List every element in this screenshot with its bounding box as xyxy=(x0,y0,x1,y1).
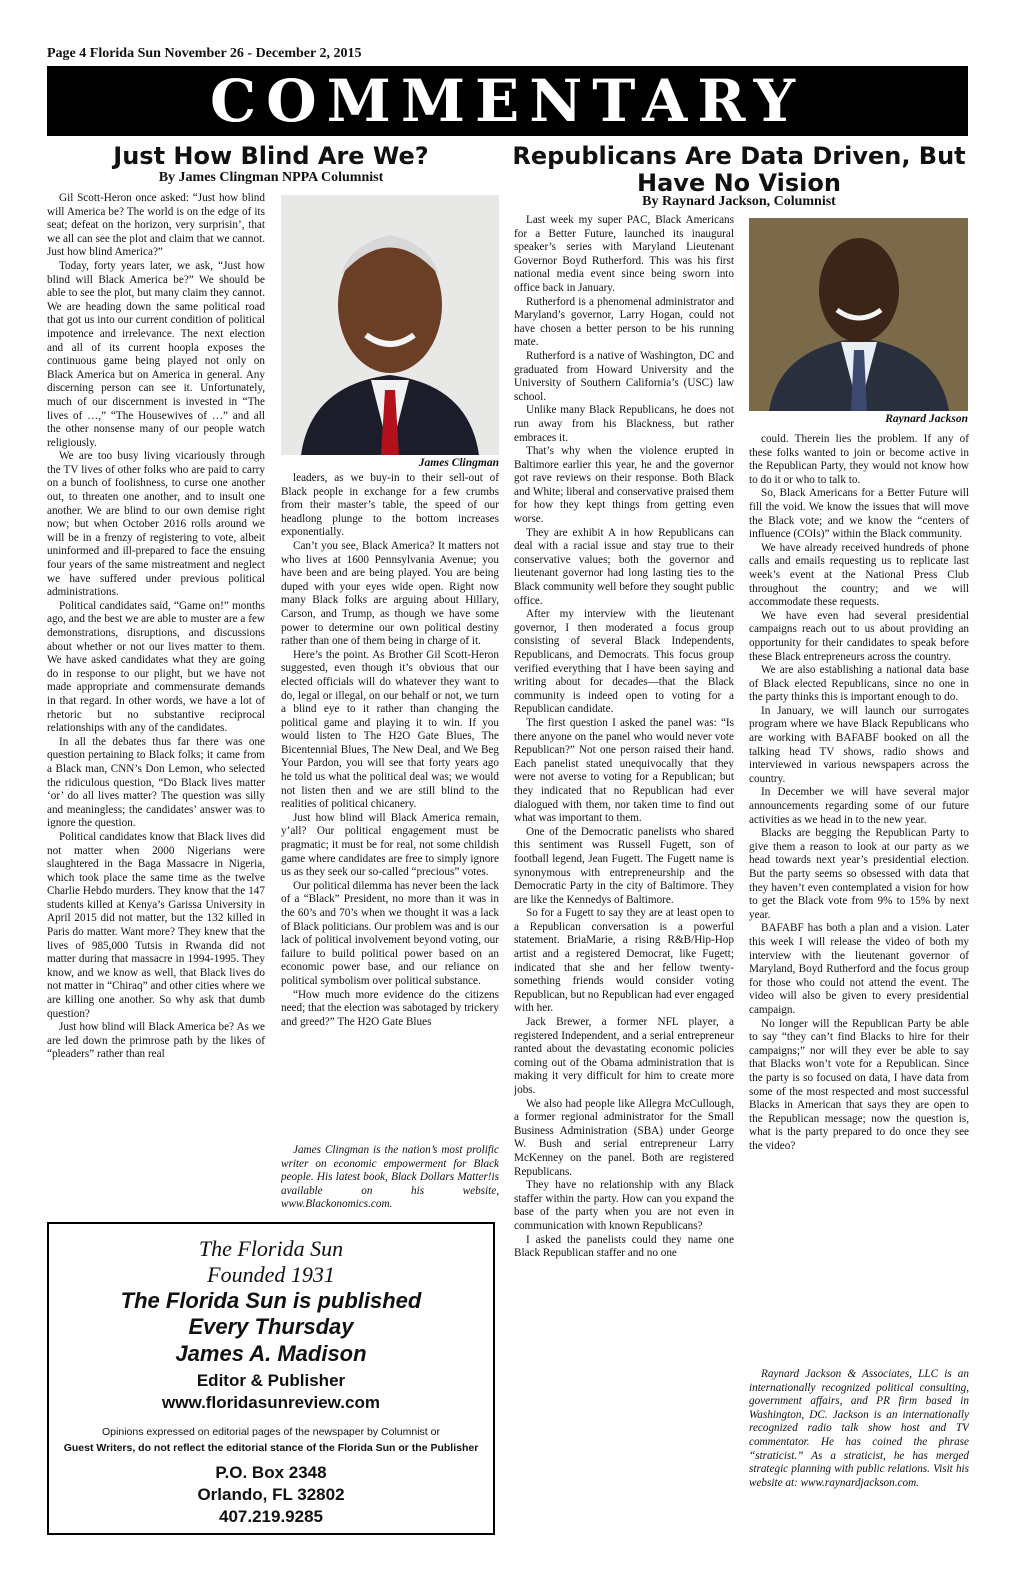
paragraph: Rutherford is a phenomenal administrator and Maryland’s governor, Larry Hogan, could not have chosen a better person to be his running mate. xyxy=(514,295,734,349)
paragraph: In all the debates thus far there was one question pertaining to Black folks; it came from a Black man, CNN’s Don Lemon, who selected the ridiculous question, “Do Black lives matter ‘or’ do all lives matter? The question was silly and meaningless; the candidates’ answer was to ignore the question. xyxy=(47,735,265,830)
right-article-col2 xyxy=(749,433,969,1213)
paragraph: leaders, as we buy-in to their sell-out of Black people in exchange for a few crumbs from their master’s table, the speed of our headlong plunge to the bottom increases exponentially. xyxy=(281,472,499,539)
paragraph: Political candidates said, “Game on!” months ago, and the best we are able to muster are a few demonstrations, disruptions, and discussions about whether or not our lives matter to them. We have asked candidates what they are going do in response to our plight, but we have not made appropriate and commensurate demands in that regard. In other words, we have a lot of rhetoric but no substantive reciprocal relationships with any of the candidates. xyxy=(47,599,265,735)
paragraph: Unlike many Black Republicans, he does not run away from his Blackness, but rather embraces it. xyxy=(514,404,734,444)
left-byline: By James Clingman NPPA Columnist xyxy=(158,170,384,185)
paragraph: We are too busy living vicariously through the TV lives of other folks who are paid to carry on a bunch of foolishness, to curse one another out, to threaten one another, and to insult one another. We are blind to our own demise right now; but when October 2016 rolls around we will be in a frenzy of registering to vote, albeit uninformed and ill-prepared to face the ensuing four years of the same mistreatment and neglect we have suffered under previous political administrations. xyxy=(47,450,265,599)
paragraph: Today, forty years later, we ask, “Just how blind will Black America be?” We should be able to see the plot, but many claim they cannot. We are heading down the same political road that got us into our current condition of political impotence and irrelevance. The next election and all of its current hoopla exposes the continuous game being played not only on Black America but on America in general. Any discerning person can see it. Unfortunately, much of our discernment is invested in “The lives of …,” “The Housewives of …” and all the other nonsense many of our people watch religiously. xyxy=(47,259,265,449)
paragraph: In January, we will launch our surrogates program where we have Black Republicans who are working with BAFABF booked on all the talking head TV shows, radio shows and interviewed in various newspapers across the country. xyxy=(749,704,969,785)
jackson-photo xyxy=(749,218,968,411)
paragraph: In December we will have several major announcements regarding some of our future activities as we head in to the new year. xyxy=(749,786,969,826)
paragraph: Here’s the point. As Brother Gil Scott-Heron suggested, even though it’s obvious that our elected officials will do whatever they want to do, legal or illegal, on our behalf or not, we turn a blind eye to it rather than changing the political game and playing it to win. If you would listen to The H2O Gate Blues, The Bicentennial Blues, The New Deal, and We Beg Your Pardon, you will see that forty years ago he told us what the political deal was; we would not listen then and we are still blind to the realities of political chicanery. xyxy=(281,648,499,811)
jackson-bio xyxy=(749,1368,969,1558)
paragraph: The first question I asked the panel was: “Is there anyone on the panel who would never vote Republican?” Not one person raised their hand. Each panelist stated unequivocally that they were not averse to voting for a Republican; but they indicated that no Republican had ever dialogued with them, nor taken time to find out what was important to them. xyxy=(514,716,734,825)
paragraph: Can’t you see, Black America? It matters not who lives at 1600 Pennsylvania Avenue; you have been and are being played. You are being duped with your eyes wide open. Right now many Black folks are arguing about Hillary, Carson, and Trump, as though we have some power to determine our own political destiny rather than one of them being in charge of it. xyxy=(281,539,499,648)
paragraph: We are also establishing a national data base of Black elected Republicans, since no one in the party thinks this is important enough to do. xyxy=(749,664,969,704)
bio-text: Raynard Jackson & Associates, LLC is an internationally recognized political consulting, government affairs, and PR firm based in Washington, DC. Jackson is an internationally recognized radio talk show host and TV commentator. He has coined the phrase “straticist.” As a straticist, he has merged strategic planning with public relations. Visit his website at: www.raynardjackson.com. xyxy=(749,1368,969,1489)
paragraph: Gil Scott-Heron once asked: “Just how blind will America be? The world is on the edge of its seat; defeat on the horizon, very surprisin’, that we all can see the plot and claim that we cannot. Just how blind America?” xyxy=(47,192,265,259)
paragraph: “How much more evidence do the citizens need; that the election was sabotaged by trickery and greed?” The H2O Gate Blues xyxy=(281,988,499,1028)
jackson-caption: Raynard Jackson xyxy=(885,413,968,425)
paragraph: We also had people like Allegra McCullough, a former regional administrator for the Small Business Administration (SBA) under George W. Bush and serial entrepreneur Larry McKenney on the panel. Both are registered Republicans. xyxy=(514,1097,734,1178)
masthead-published-line2: Every Thursday xyxy=(188,1314,354,1339)
masthead-note-line2: Guest Writers, do not reflect the editorial stance of the Florida Sun or the Publisher xyxy=(63,1442,479,1454)
paragraph: Just how blind will Black America be? As we are led down the primrose path by the likes of “pleaders” rather than real xyxy=(47,1021,265,1061)
masthead-role: Editor & Publisher xyxy=(196,1371,346,1390)
masthead-po-box: P.O. Box 2348 xyxy=(215,1463,327,1482)
left-article-col2 xyxy=(281,472,499,1142)
paragraph: BAFABF has both a plan and a vision. Later this week I will release the video of both my interview with the lieutenant governor of Maryland, Boyd Rutherford and the focus group for those who could not attend the event. The video will also be given to every presidential campaign. xyxy=(749,922,969,1016)
clingman-caption: James Clingman xyxy=(418,457,499,469)
paragraph: They are exhibit A in how Republicans can deal with a racial issue and stay true to their conservative values; both the governor and lieutenant governor had long lasting ties to the Black community well before they sought public office. xyxy=(514,526,734,607)
paragraph: We have even had several presidential campaigns reach out to us about providing an opportunity for their candidates to speak before these Black entrepreneurs across the country. xyxy=(749,609,969,663)
page-header: Page 4 Florida Sun November 26 - December 2, 2015 xyxy=(47,46,362,61)
masthead-city: Orlando, FL 32802 xyxy=(197,1485,345,1504)
right-article-col1 xyxy=(514,214,734,1564)
paragraph: That’s why when the violence erupted in Baltimore earlier this year, he and the governor got rave reviews on their response. Both Black and White; liberal and conservative praised them for how they kept things from getting even worse. xyxy=(514,445,734,526)
paragraph: Political candidates know that Black lives did not matter when 2000 Nigerians were slaughtered in the Baga Massacre in Nigeria, which took place the same time as the twelve Charlie Hebdo murders. They know that the 147 students killed at Kenya’s Garissa University in April 2015 did not matter, but the 132 killed in Paris do matter. Want more? They knew that the lives of 985,000 Tutsis in Rwanda did not matter during that massacre in 1994-1995. They know, and we know as well, that Black lives do not matter in “Chiraq” and other cities where we are killing one another. So why ask that dumb question? xyxy=(47,830,265,1020)
masthead-note-line1: Opinions expressed on editorial pages of the newspaper by Columnist or xyxy=(102,1426,440,1438)
masthead-website: www.floridasunreview.com xyxy=(162,1393,380,1412)
paragraph: So for a Fugett to say they are at least open to a Republican conversation is a powerful statement. BriaMarie, a rising R&B/Hip-Hop artist and a registered Democrat, like Fugett; indicated that she and her fellow twenty-something friends would consider voting Republican, but no Republican had ever engaged with her. xyxy=(514,907,734,1015)
paragraph: I asked the panelists could they name one Black Republican staffer and no one xyxy=(514,1233,734,1260)
paragraph: We have already received hundreds of phone calls and emails requesting us to replicate last week’s event at the National Press Club throughout the country; and we will accommodate these requests. xyxy=(749,541,969,609)
paragraph: So, Black Americans for a Better Future will fill the void. We know the issues that will move the Black vote; and we know the “centers of influence (COIs)” within the Black community. xyxy=(749,487,969,541)
masthead-title: The Florida Sun xyxy=(198,1236,344,1261)
paragraph: Just how blind will Black America remain, y’all? Our political engagement must be pragmatic; it must be for real, not some childish game where candidates are free to simply ignore us as they seek our so-called “precious” votes. xyxy=(281,811,499,879)
masthead-publisher-name: James A. Madison xyxy=(175,1341,367,1366)
paragraph: Jack Brewer, a former NFL player, a registered Independent, and a serial entrepreneur ranted about the devastating economic policies coming out of the Obama administration that is making it very difficult for him to create more jobs. xyxy=(514,1016,734,1096)
left-article-col1 xyxy=(47,192,265,1216)
paragraph: Blacks are begging the Republican Party to give them a reason to look at our party as we head towards next year’s presidential election. But the party seems so obsessed with data that they haven’t even contemplated a vision for how to get the Black vote from 9% to 15% by next year. xyxy=(749,827,969,921)
masthead-founded: Founded 1931 xyxy=(207,1262,335,1287)
paragraph: One of the Democratic panelists who shared this sentiment was Russell Fugett, son of football legend, Jean Fugett. The Fugett name is synonymous with entrepreneurship and the Democratic Party in the city of Baltimore. They are like the Kennedys of Baltimore. xyxy=(514,825,734,906)
clingman-photo xyxy=(281,195,499,455)
right-headline: Republicans Are Data Driven, But Have No Vision xyxy=(512,142,966,197)
paragraph: No longer will the Republican Party be able to say “they can’t find Blacks to hire for their campaigns;” nor will they ever be able to say that Blacks won’t vote for a Republican. Since the party is so focused on data, I have data from some of the most respected and most successful Blacks in American that says they are open to the Republican message; now the question is, what is the party prepared to do once they see the video? xyxy=(749,1017,969,1152)
paragraph: After my interview with the lieutenant governor, I then moderated a focus group consisting of several Black Independents, Republicans, and Democrats. This focus group verified everything that I have been saying and writing about for decades—that the Black community is indeed open to voting for a Republican candidate. xyxy=(514,608,734,716)
paragraph: Our political dilemma has never been the lack of a “Black” President, no more than it was in the 60’s and 70’s when we thought it was a lack of Black politicians. Our problem was and is our lack of political involvement beyond voting, our failure to build political power based on an economic power base, and our reliance on political symbolism over political substance. xyxy=(281,879,499,987)
masthead-published-line1: The Florida Sun is published xyxy=(120,1288,422,1313)
paragraph: They have no relationship with any Black staffer within the party. How can you expand the base of the party when you are not even in communication with known Republicans? xyxy=(514,1179,734,1232)
paragraph: Last week my super PAC, Black Americans for a Better Future, launched its inaugural speaker’s series with Maryland Lieutenant Governor Boyd Rutherford. This was his first national media event since being sworn into office back in January. xyxy=(514,214,734,294)
right-byline: By Raynard Jackson, Columnist xyxy=(642,194,836,209)
paragraph: could. Therein lies the problem. If any of these folks wanted to join or become active in the Republican Party, they would not know how to do it or who to talk to. xyxy=(749,433,969,486)
clingman-bio xyxy=(281,1144,499,1216)
paragraph: Rutherford is a native of Washington, DC and graduated from Howard University and the University of Southern California’s (USC) law school. xyxy=(514,349,734,403)
section-banner: COMMENTARY xyxy=(47,66,968,136)
masthead-phone: 407.219.9285 xyxy=(219,1507,323,1526)
masthead-box xyxy=(47,1222,495,1535)
left-headline: Just How Blind Are We? xyxy=(113,142,429,170)
bio-text: James Clingman is the nation’s most prolific writer on economic empowerment for Black people. His latest book, Black Dollars Matter!is available on his website, www.Blackonomics.com. xyxy=(281,1144,499,1211)
